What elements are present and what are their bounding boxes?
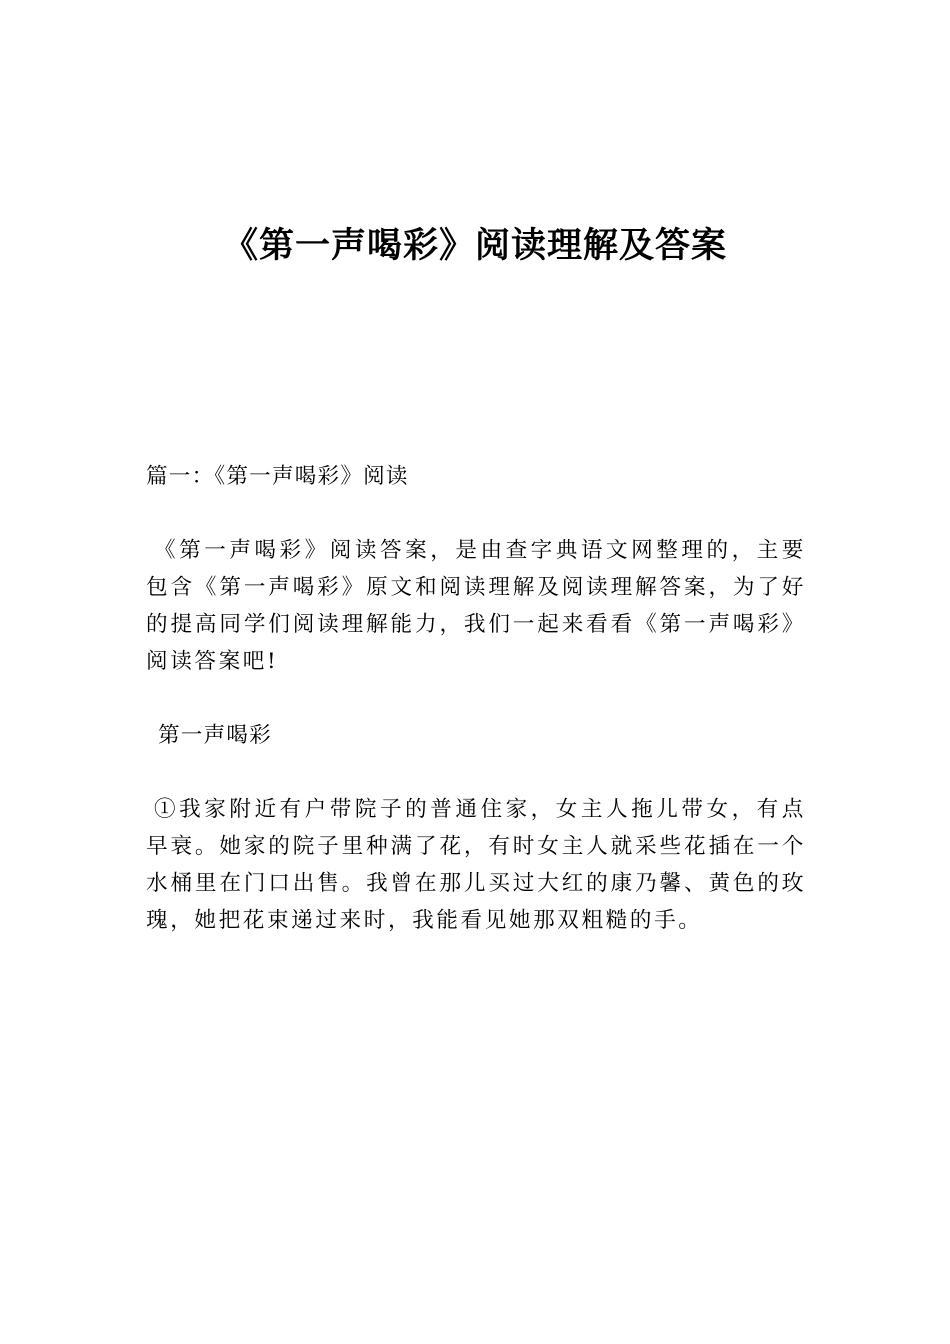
section-heading: 篇一：《第一声喝彩》阅读 [146,464,409,489]
passage-paragraph-1: ①我家附近有户带院子的普通住家，女主人拖儿带女，有点早衰。她家的院子里种满了花，有时女主人就采些花插在一个水桶里在门口出售。我曾在那儿买过大红的康乃馨、黄色的玫瑰，她把花束递过来时，我能看见她那双粗糙的手。 [146,797,806,933]
passage-subheading: 第一声喝彩 [158,723,272,748]
document-body [146,458,806,976]
document-title: 《第一声喝彩》阅读理解及答案 [222,226,727,266]
intro-paragraph: 《第一声喝彩》阅读答案，是由查字典语文网整理的，主要包含《第一声喝彩》原文和阅读理解及阅读理解答案，为了好的提高同学们阅读理解能力，我们一起来看看《第一声喝彩》阅读答案吧! [146,538,806,674]
